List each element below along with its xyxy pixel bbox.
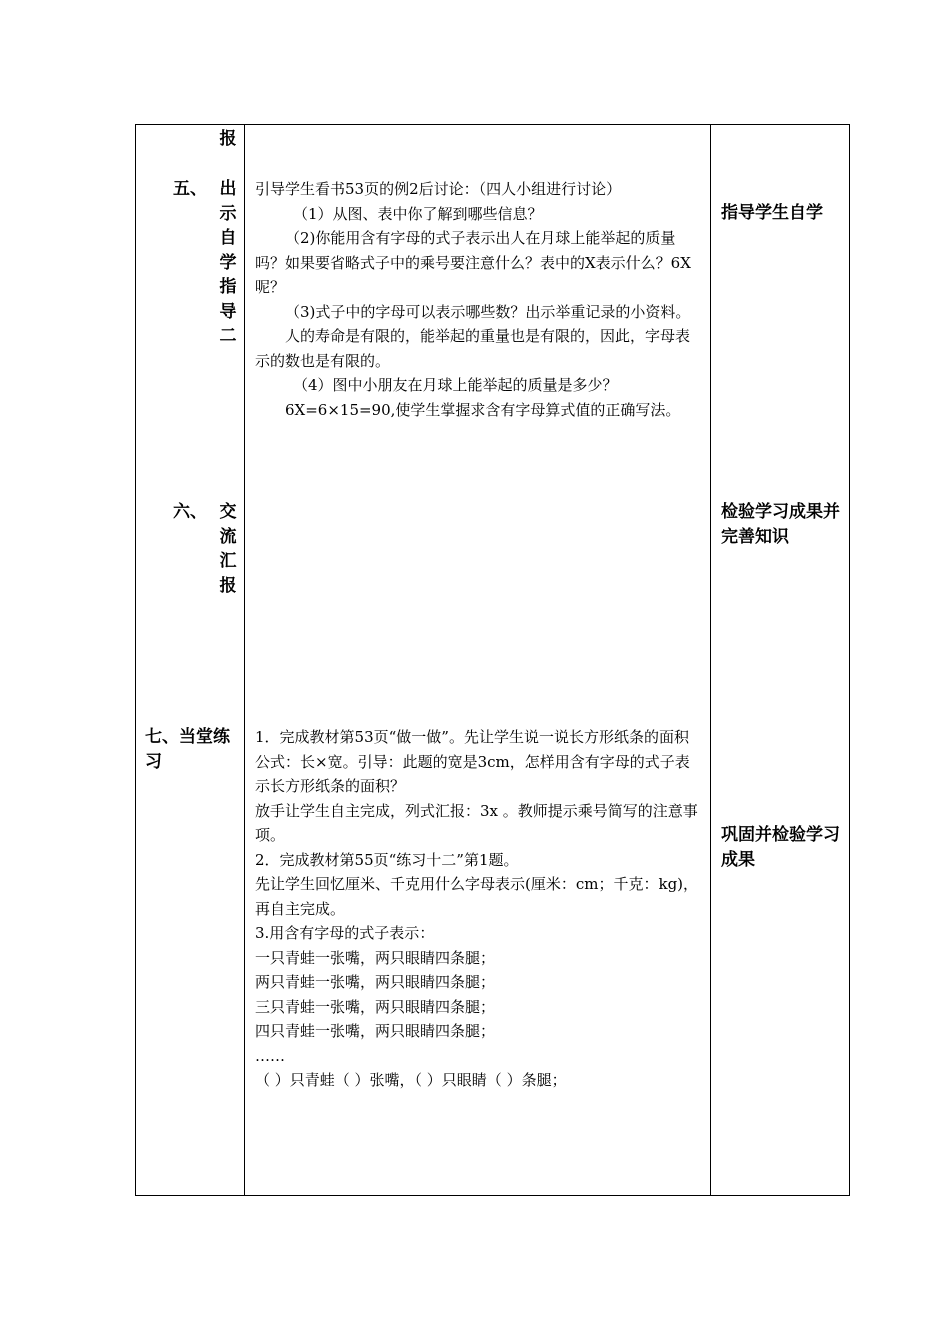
intent-column <box>711 125 850 1196</box>
intent-self-study: 指导学生自学 <box>721 203 823 223</box>
intent-exchange: 检验学习成果并完善知识 <box>721 502 840 547</box>
activity-line: 放手让学生自主完成，列式汇报：3x 。教师提示乘号简写的注意事项。 <box>255 801 698 844</box>
stage-six-title: 交 流 汇 报 <box>219 502 237 596</box>
activity-self-study <box>255 177 703 422</box>
activity-line: 2．完成教材第55页“练习十二”第1题。 <box>255 850 519 869</box>
activity-line: 引导学生看书53页的例2后讨论：（四人小组进行讨论） <box>255 180 622 198</box>
lesson-plan-table <box>135 124 850 1196</box>
stage-six-number: 六、 <box>173 502 207 522</box>
stage-seven-title: 七、当堂练习 <box>145 727 230 772</box>
activity-practice <box>255 725 703 1093</box>
activity-line: 人的寿命是有限的，能举起的重量也是有限的，因此，字母表示的数也是有限的。 <box>255 327 691 370</box>
lesson-table-row <box>136 125 850 1196</box>
stage-tail-char: 报 <box>219 129 237 149</box>
activity-line: 四只青蛙一张嘴，两只眼睛四条腿； <box>255 1022 496 1040</box>
activity-line: （3)式子中的字母可以表示哪些数？出示举重记录的小资料。 <box>285 302 691 321</box>
activity-line: 三只青蛙一张嘴，两只眼睛四条腿； <box>255 997 496 1016</box>
intent-practice: 巩固并检验学习成果 <box>721 825 840 870</box>
activity-line: 6X=6×15=90,使学生掌握求含有字母算式值的正确写法。 <box>285 400 681 419</box>
activity-line: 3.用含有字母的式子表示： <box>255 924 435 942</box>
activity-line: （2)你能用含有字母的式子表示出人在月球上能举起的质量吗？如果要省略式子中的乘号要注意什么？表中的X表示什么？6X呢？ <box>255 229 691 296</box>
activity-line: （4）图中小朋友在月球上能举起的质量是多少？ <box>293 376 618 394</box>
stage-column <box>136 125 245 1196</box>
activity-line: …… <box>255 1046 285 1065</box>
activity-column <box>245 125 711 1196</box>
activity-line: （1）从图、表中你了解到哪些信息？ <box>293 204 543 223</box>
activity-line: 两只青蛙一张嘴，两只眼睛四条腿； <box>255 973 496 991</box>
activity-line: 1．完成教材第53页“做一做”。先让学生说一说长方形纸条的面积公式：长×宽。引导：此题的宽是3cm，怎样用含有字母的式子表示长方形纸条的面积？ <box>255 728 690 795</box>
activity-line: （ ）只青蛙（ ）张嘴，（ ）只眼睛（ ）条腿； <box>255 1071 567 1089</box>
activity-line: 一只青蛙一张嘴，两只眼睛四条腿； <box>255 948 496 967</box>
stage-five-title: 出 示 自 学 指 导 二 <box>219 179 237 346</box>
stage-five-number: 五、 <box>173 179 207 199</box>
activity-line: 先让学生回忆厘米、千克用什么字母表示(厘米：cm；千克：kg)，再自主完成。 <box>255 875 699 918</box>
